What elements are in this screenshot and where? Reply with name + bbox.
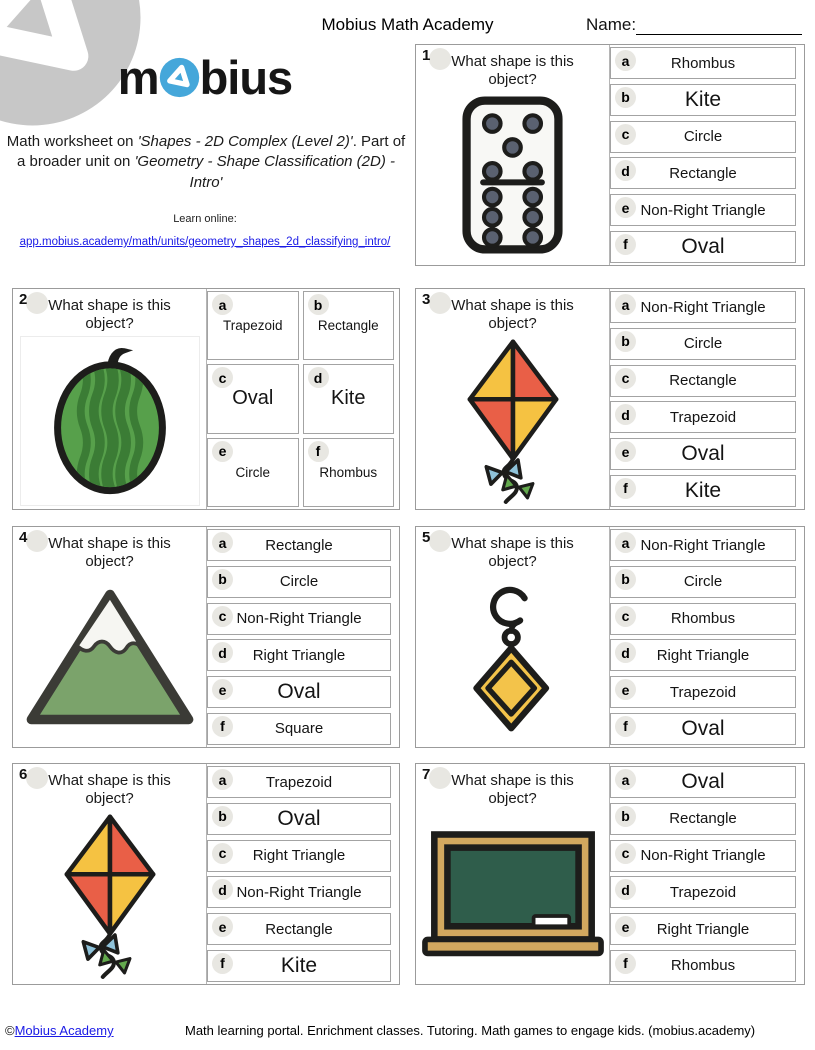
choice-letter-badge: f xyxy=(308,441,329,462)
q2-answer-c[interactable] xyxy=(207,364,299,433)
q7-answer-e[interactable] xyxy=(610,913,796,945)
mountain-image xyxy=(20,583,200,735)
answer-label: Kite xyxy=(684,87,722,111)
answers-area xyxy=(610,289,804,509)
answer-label: Rectangle xyxy=(265,536,333,554)
domino-image xyxy=(461,96,564,259)
answer-label: Oval xyxy=(232,387,274,410)
question-number: 1 xyxy=(422,47,431,64)
question-image-area xyxy=(13,809,206,986)
answer-label: Square xyxy=(274,720,324,738)
q6-answer-c[interactable] xyxy=(207,840,391,872)
mobius-academy-link[interactable]: Mobius Academy xyxy=(14,1023,114,1038)
choice-letter-badge: e xyxy=(615,197,636,218)
answer-label: Rectangle xyxy=(317,318,379,334)
answer-label: Non-Right Triangle xyxy=(236,610,362,628)
question-3 xyxy=(415,288,805,510)
question-cell xyxy=(416,289,610,509)
choice-letter-badge: f xyxy=(615,478,636,499)
choice-letter-badge: a xyxy=(615,50,636,71)
answer-label: Kite xyxy=(280,953,318,977)
answers-area xyxy=(207,527,399,747)
question-1 xyxy=(415,44,805,266)
answer-label: Rectangle xyxy=(669,810,737,828)
q6-answer-f[interactable] xyxy=(207,950,391,982)
answer-label: Rhombus xyxy=(670,957,736,975)
q7-answer-a[interactable] xyxy=(610,766,796,798)
mobius-logo xyxy=(0,50,410,105)
q4-answer-e[interactable] xyxy=(207,676,391,708)
question-7 xyxy=(415,763,805,985)
answer-label: Non-Right Triangle xyxy=(640,201,766,219)
answer-label: Circle xyxy=(235,464,270,480)
answer-label: Right Triangle xyxy=(656,646,750,664)
q3-answer-c[interactable] xyxy=(610,365,796,397)
choice-letter-badge: b xyxy=(212,806,233,827)
choice-letter-badge: b xyxy=(212,569,233,590)
kite-image xyxy=(56,809,164,986)
q3-answer-d[interactable] xyxy=(610,401,796,433)
choice-letter-badge: b xyxy=(615,331,636,352)
copyright-symbol: © xyxy=(5,1023,15,1038)
logo-text-post: bius xyxy=(199,51,293,104)
choice-letter-badge: c xyxy=(615,843,636,864)
q4-answer-f[interactable] xyxy=(207,713,391,745)
q4-answer-b[interactable] xyxy=(207,566,391,598)
question-number-badge xyxy=(26,530,48,552)
answers-area xyxy=(610,527,804,747)
q3-answer-e[interactable] xyxy=(610,438,796,470)
choice-letter-badge: c xyxy=(615,124,636,145)
choice-letter-badge: f xyxy=(212,716,233,737)
answer-label: Rectangle xyxy=(669,164,737,182)
q5-answer-a[interactable] xyxy=(610,529,796,561)
choice-letter-badge: f xyxy=(212,953,233,974)
choice-letter-badge: b xyxy=(308,294,329,315)
question-cell xyxy=(416,527,610,747)
q2-answer-f[interactable] xyxy=(303,438,395,507)
q4-answer-c[interactable] xyxy=(207,603,391,635)
answer-label: Trapezoid xyxy=(265,773,333,791)
q2-answer-b[interactable] xyxy=(303,291,395,360)
question-number-badge xyxy=(26,767,48,789)
image-frame xyxy=(20,336,200,506)
answer-label: Trapezoid xyxy=(669,408,737,426)
question-prompt: What shape is this object? xyxy=(451,535,574,571)
earring-image xyxy=(464,582,562,737)
answer-label: Kite xyxy=(331,387,366,410)
q2-answer-e[interactable] xyxy=(207,438,299,507)
choice-letter-badge: e xyxy=(615,916,636,937)
choice-letter-badge: f xyxy=(615,716,636,737)
q5-answer-f[interactable] xyxy=(610,713,796,745)
intro-topic: 'Shapes - 2D Complex (Level 2)' xyxy=(137,133,353,150)
q1-answer-e[interactable] xyxy=(610,194,796,226)
q2-answer-a[interactable] xyxy=(207,291,299,360)
answer-label: Right Triangle xyxy=(252,847,346,865)
q3-answer-b[interactable] xyxy=(610,328,796,360)
choice-letter-badge: e xyxy=(615,441,636,462)
choice-letter-badge: c xyxy=(212,367,233,388)
question-4 xyxy=(12,526,400,748)
question-number-badge xyxy=(429,292,451,314)
q6-answer-a[interactable] xyxy=(207,766,391,798)
answer-label: Circle xyxy=(683,573,723,591)
answer-label: Rectangle xyxy=(265,920,333,938)
question-prompt: What shape is this object? xyxy=(48,535,171,571)
q5-answer-e[interactable] xyxy=(610,676,796,708)
q7-answer-d[interactable] xyxy=(610,876,796,908)
q7-answer-f[interactable] xyxy=(610,950,796,982)
answer-label: Oval xyxy=(681,234,725,258)
choice-letter-badge: a xyxy=(615,532,636,553)
choice-letter-badge: d xyxy=(615,404,636,425)
answer-label: Oval xyxy=(681,770,725,793)
choice-letter-badge: b xyxy=(615,569,636,590)
footer-tagline: Math learning portal. Enrichment classes. Tutoring. Math games to engage kids. (mobius.academy) xyxy=(185,1023,756,1038)
choice-letter-badge: b xyxy=(615,87,636,108)
question-image-area xyxy=(13,572,206,747)
choice-letter-badge: d xyxy=(615,879,636,900)
answers-area xyxy=(207,764,399,984)
question-image-area xyxy=(13,334,206,509)
question-number-badge xyxy=(429,48,451,70)
name-field-row xyxy=(586,15,802,35)
answer-label: Oval xyxy=(277,806,321,830)
answer-label: Trapezoid xyxy=(669,683,737,701)
question-number: 4 xyxy=(19,529,28,546)
question-cell xyxy=(13,289,207,509)
answer-label: Non-Right Triangle xyxy=(640,536,766,554)
q6-answer-e[interactable] xyxy=(207,913,391,945)
answer-label: Non-Right Triangle xyxy=(236,883,362,901)
question-number: 3 xyxy=(422,291,431,308)
watermelon-image xyxy=(35,336,185,507)
answer-label: Non-Right Triangle xyxy=(640,298,766,316)
question-cell xyxy=(13,764,207,984)
q3-answer-f[interactable] xyxy=(610,475,796,507)
kite-image xyxy=(459,334,567,511)
question-number-badge xyxy=(429,767,451,789)
choice-letter-badge: d xyxy=(615,160,636,181)
choice-letter-badge: a xyxy=(212,294,233,315)
answers-area xyxy=(207,289,399,509)
choice-letter-badge: d xyxy=(615,642,636,663)
q3-answer-a[interactable] xyxy=(610,291,796,323)
question-number: 6 xyxy=(19,766,28,783)
q1-answer-d[interactable] xyxy=(610,157,796,189)
answer-label: Circle xyxy=(279,573,319,591)
question-cell xyxy=(13,527,207,747)
question-2 xyxy=(12,288,400,510)
learn-online-label: Learn online: xyxy=(173,213,237,225)
choice-letter-badge: c xyxy=(212,606,233,627)
q2-answer-d[interactable] xyxy=(303,364,395,433)
answer-label: Rhombus xyxy=(319,464,378,480)
question-6 xyxy=(12,763,400,985)
answer-label: Kite xyxy=(684,478,722,502)
question-number: 7 xyxy=(422,766,431,783)
name-label: Name: xyxy=(586,15,637,34)
question-image-area xyxy=(416,334,609,511)
q6-answer-d[interactable] xyxy=(207,876,391,908)
choice-letter-badge: e xyxy=(212,441,233,462)
q5-answer-d[interactable] xyxy=(610,639,796,671)
question-prompt: What shape is this object? xyxy=(451,297,574,333)
question-prompt: What shape is this object? xyxy=(48,772,171,808)
choice-letter-badge: e xyxy=(615,679,636,700)
logo-text-pre: m xyxy=(117,51,159,104)
choice-letter-badge: e xyxy=(212,916,233,937)
choice-letter-badge: b xyxy=(615,806,636,827)
answers-area xyxy=(610,764,804,984)
answer-label: Oval xyxy=(681,442,725,466)
question-image-area xyxy=(416,90,609,265)
question-prompt: What shape is this object? xyxy=(48,297,171,333)
chalkboard-image xyxy=(419,827,607,965)
q6-answer-b[interactable] xyxy=(207,803,391,835)
answer-label: Circle xyxy=(683,335,723,353)
page-title: Mobius Math Academy xyxy=(321,15,494,34)
q5-answer-b[interactable] xyxy=(610,566,796,598)
q4-answer-d[interactable] xyxy=(207,639,391,671)
q1-answer-c[interactable] xyxy=(610,121,796,153)
question-number-badge xyxy=(429,530,451,552)
answer-label: Rhombus xyxy=(670,54,736,72)
question-image-area xyxy=(416,809,609,984)
question-number: 5 xyxy=(422,529,431,546)
q7-answer-c[interactable] xyxy=(610,840,796,872)
choice-letter-badge: f xyxy=(615,953,636,974)
choice-letter-badge: d xyxy=(212,642,233,663)
choice-letter-badge: e xyxy=(212,679,233,700)
q4-answer-a[interactable] xyxy=(207,529,391,561)
choice-letter-badge: a xyxy=(615,294,636,315)
answer-label: Circle xyxy=(683,128,723,146)
intro-text: Math worksheet on xyxy=(6,133,138,150)
q5-answer-c[interactable] xyxy=(610,603,796,635)
answers-area xyxy=(610,45,804,265)
choice-letter-badge: a xyxy=(212,769,233,790)
answer-label: Oval xyxy=(277,680,321,704)
question-prompt: What shape is this object? xyxy=(451,772,574,808)
choice-letter-badge: d xyxy=(212,879,233,900)
answer-label: Rectangle xyxy=(669,372,737,390)
answer-label: Rhombus xyxy=(670,610,736,628)
answer-label: Right Triangle xyxy=(656,920,750,938)
answer-label: Trapezoid xyxy=(222,318,283,334)
learn-online-link[interactable]: app.mobius.academy/math/units/geometry_shapes_2d_classifying_intro/ xyxy=(19,236,391,248)
question-prompt: What shape is this object? xyxy=(451,53,574,89)
copyright xyxy=(5,1023,114,1038)
q1-answer-f[interactable] xyxy=(610,231,796,263)
question-cell xyxy=(416,45,610,265)
answer-label: Non-Right Triangle xyxy=(640,847,766,865)
choice-letter-badge: a xyxy=(212,532,233,553)
question-number-badge xyxy=(26,292,48,314)
q7-answer-b[interactable] xyxy=(610,803,796,835)
question-number: 2 xyxy=(19,291,28,308)
name-input-line[interactable] xyxy=(636,18,802,35)
intro-unit: 'Geometry - Shape Classification (2D) - Intro' xyxy=(134,153,396,191)
question-cell xyxy=(416,764,610,984)
choice-letter-badge: f xyxy=(615,234,636,255)
question-image-area xyxy=(416,572,609,747)
choice-letter-badge: c xyxy=(615,606,636,627)
q1-answer-b[interactable] xyxy=(610,84,796,116)
intro-text-2: . Part of a broader unit on xyxy=(16,133,406,171)
answer-label: Right Triangle xyxy=(252,646,346,664)
choice-letter-badge: c xyxy=(212,843,233,864)
choice-letter-badge: d xyxy=(308,367,329,388)
answer-label: Oval xyxy=(681,716,725,740)
choice-letter-badge: c xyxy=(615,368,636,389)
question-5 xyxy=(415,526,805,748)
answer-label: Trapezoid xyxy=(669,883,737,901)
q1-answer-a[interactable] xyxy=(610,47,796,79)
worksheet-description xyxy=(6,132,406,193)
choice-letter-badge: a xyxy=(615,769,636,790)
mobius-swirl-icon xyxy=(159,51,200,104)
